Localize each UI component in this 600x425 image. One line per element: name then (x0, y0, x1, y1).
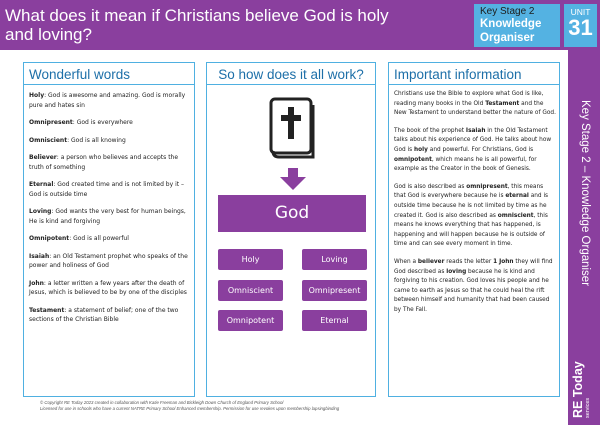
bible-icon (268, 97, 316, 161)
attribute-omniscient: Omniscient (218, 280, 283, 301)
organiser-label-2: Organiser (480, 32, 535, 44)
attribute-eternal: Eternal (302, 310, 367, 331)
god-box: God (218, 195, 366, 232)
word-item (29, 234, 191, 244)
word-definition: : a letter written a few years after the death of Jesus, which is believed to be by one of the disciples (29, 279, 187, 296)
wonderful-words-panel (23, 62, 195, 397)
key-stage-label: Key Stage 2 (480, 6, 535, 17)
wonderful-words-title: Wonderful words (24, 65, 194, 85)
word-item (29, 91, 191, 110)
word-term: Holy (29, 92, 45, 99)
footer-line-2: Licensed for use in schools who have a current NATRE Primary School Enhanced membership. Permission for use revokes upon membership lapsingbinding (40, 406, 340, 411)
word-list (29, 91, 191, 333)
page-title: What does it mean if Christians believe God is holy and loving? (5, 6, 389, 44)
word-definition: : an Old Testament prophet who speaks of the power and holiness of God (29, 252, 188, 269)
word-term: Eternal (29, 181, 54, 188)
info-paragraph: The book of the prophet Isaiah in the Old Testament talks about his experience of God. He talks about how God is holy and powerful. For Christians, God is omnipotent, which means he is all powerful, for example as the Creator in the book of Genesis. (394, 127, 552, 173)
unit-badge (564, 4, 597, 47)
word-term: Believer (29, 154, 57, 161)
info-text (394, 90, 556, 323)
word-term: Isaiah (29, 252, 50, 260)
word-term: Omniscient (29, 136, 68, 144)
important-info-title: Important information (389, 65, 559, 85)
attribute-omnipresent: Omnipresent (302, 280, 367, 301)
word-item (29, 252, 191, 271)
unit-number: 31 (568, 15, 593, 40)
word-term: Testament (29, 306, 65, 314)
word-definition: : God is all powerful (69, 235, 129, 242)
word-definition: : God wants the very best for human beings, He is kind and forgiving (29, 208, 186, 225)
word-definition: : God created time and is not limited by it – God is outside time (29, 181, 184, 198)
unit-label: UNIT (570, 7, 591, 17)
footer-line-1: © Copyright RE Today 2023 created in collaboration with Katie Freeman and Bickleigh Down Church of England Primary School (40, 400, 284, 405)
word-definition: : a statement of belief; one of the two sections of the Christian Bible (29, 306, 179, 323)
footer-copyright (40, 400, 560, 412)
how-it-works-title: So how does it all work? (207, 65, 375, 85)
logo-sub-text: services (585, 397, 591, 418)
word-definition: : God is awesome and amazing. God is morally pure and hates sin (29, 92, 186, 109)
word-item (29, 306, 191, 325)
attribute-holy: Holy (218, 249, 283, 270)
logo-main-text: RE Today (571, 361, 585, 418)
info-paragraph: When a believer reads the letter 1 John they will find God described as loving because he is kind and forgiving to his creation. God loves his people and he came to earth as Jesus so that he could heal the rift between himself and humanity that had been caused by The Fall. (394, 258, 553, 313)
important-info-panel (388, 62, 560, 397)
word-item (29, 136, 191, 146)
attribute-loving: Loving (302, 249, 367, 270)
info-paragraph: Christians use the Bible to explore what God is like, reading many books in the Old Testament and the New Testament to understand better the nature of God. (394, 91, 556, 117)
word-item (29, 180, 191, 199)
key-stage-badge (474, 4, 560, 47)
re-today-logo (571, 356, 599, 418)
word-term: Loving (29, 208, 52, 215)
header-bar (0, 0, 600, 50)
word-term: Omnipotent (29, 235, 70, 242)
word-term: Omnipresent (29, 119, 73, 126)
word-definition: : a person who believes and accepts the truth of something (29, 154, 179, 171)
word-definition: : God is everywhere (72, 119, 133, 126)
side-strip-label: Key Stage 2 – Knowledge Organiser (579, 100, 591, 287)
down-arrow-icon (280, 168, 306, 190)
info-paragraph: God is also described as omnipresent, this means that God is everywhere because he is eternal and is outside time because he is not limited by time as he created it. God is also described as omniscient, this means he knows everything that has happened, is happening and will happen because he is outside of time and can see every moment in time. (394, 183, 549, 248)
word-item (29, 153, 191, 172)
word-item (29, 207, 191, 226)
word-item (29, 279, 191, 298)
word-definition: : God is all knowing (67, 136, 126, 144)
word-item (29, 118, 191, 128)
organiser-label-1: Knowledge (480, 18, 542, 30)
attribute-omnipotent: Omnipotent (218, 310, 283, 331)
word-term: John (29, 279, 44, 287)
